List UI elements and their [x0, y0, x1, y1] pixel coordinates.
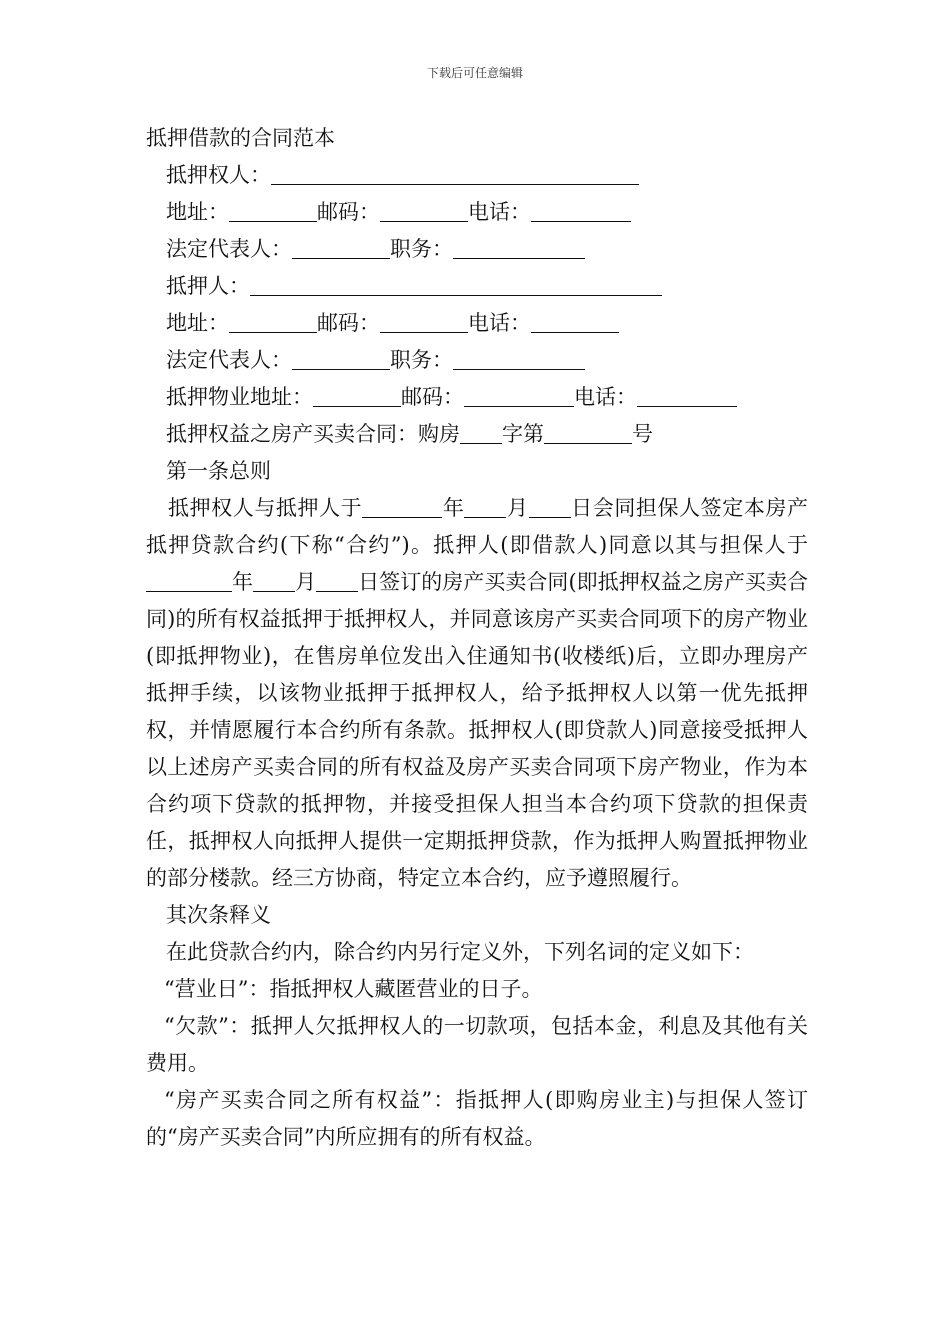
definition-contract-rights: “房产买卖合同之所有权益”：指抵押人(即购房业主)与担保人签订的“房产买卖合同”内所应拥有的所有权益。 — [146, 1088, 808, 1149]
mortgagor-rep-line — [146, 342, 808, 379]
date2-year-blank[interactable] — [146, 567, 232, 592]
legal-rep-blank[interactable] — [292, 234, 390, 259]
phone-blank[interactable] — [531, 308, 619, 333]
article1-heading: 第一条总则 — [166, 459, 271, 483]
postcode-label: 邮码： — [317, 200, 380, 224]
postcode-label: 邮码： — [317, 311, 380, 335]
month-label: 月 — [506, 496, 529, 520]
legal-rep-blank[interactable] — [292, 345, 390, 370]
property-address-line — [146, 379, 808, 416]
postcode-blank[interactable] — [464, 382, 574, 407]
mortgagee-address-line — [146, 194, 808, 231]
address-blank[interactable] — [229, 197, 317, 222]
phone-label: 电话： — [468, 200, 531, 224]
position-label: 职务： — [390, 237, 453, 261]
contract-word-label: 字第 — [502, 422, 544, 446]
mortgagee-label: 抵押权人： — [166, 163, 271, 187]
date1-year-blank[interactable] — [362, 493, 442, 518]
address-label: 地址： — [166, 311, 229, 335]
contract-prefix-blank[interactable] — [460, 419, 502, 444]
mortgagee-line — [146, 157, 808, 194]
article2-intro: 在此贷款合约内，除合约内另行定义外，下列名词的定义如下： — [166, 940, 754, 964]
phone-blank[interactable] — [531, 197, 631, 222]
year-label: 年 — [442, 496, 465, 520]
definition-debt: “欠款”：抵押人欠抵押权人的一切款项，包括本金，利息及其他有关费用。 — [146, 1014, 808, 1075]
phone-label: 电话： — [468, 311, 531, 335]
contract-label: 抵押权益之房产买卖合同：购房 — [166, 422, 460, 446]
article1-text-1: 抵押权人与抵押人于 — [168, 496, 363, 520]
postcode-blank[interactable] — [380, 197, 468, 222]
position-blank[interactable] — [453, 234, 585, 259]
mortgagor-address-line — [146, 305, 808, 342]
postcode-label: 邮码： — [401, 385, 464, 409]
mortgagee-rep-line — [146, 231, 808, 268]
mortgagee-blank[interactable] — [271, 160, 639, 185]
article1-text-3: 日签订的房产买卖合同(即抵押权益之房产买卖合同)的所有权益抵押于抵押权人，并同意该房产买卖合同项下的房产物业(即抵押物业)，在售房单位发出入住通知书(收楼纸)后，立即办理房产抵押手续，以该物业抵押于抵押权人，给予抵押权人以第一优先抵押权，并情愿履行本合约所有条款。抵押权人(即贷款人)同意接受抵押人以上述房产买卖合同的所有权益及房产买卖合同项下房产物业，作为本合约项下贷款的抵押物，并接受担保人担当本合约项下贷款的担保责任，抵押权人向抵押人提供一定期抵押贷款，作为抵押人购置抵押物业的部分楼款。经三方协商，特定立本合约，应予遵照履行。 — [146, 570, 808, 890]
mortgagor-label: 抵押人： — [166, 274, 250, 298]
month-label: 月 — [295, 570, 317, 594]
article1-text-2: 日会同担保人签定本房产抵押贷款合约(下称“合约”)。抵押人(即借款人)同意以其与担保人于 — [146, 496, 809, 557]
contract-number-blank[interactable] — [544, 419, 632, 444]
phone-blank[interactable] — [637, 382, 737, 407]
definition-business-day: “营业日”：指抵押权人藏匿营业的日子。 — [164, 977, 543, 1001]
year-label: 年 — [232, 570, 254, 594]
document-title: 抵押借款的合同范本 — [146, 126, 335, 150]
mortgagor-line — [146, 268, 808, 305]
article1-paragraph — [146, 490, 808, 897]
legal-rep-label: 法定代表人： — [166, 237, 292, 261]
phone-label: 电话： — [574, 385, 637, 409]
date2-month-blank[interactable] — [253, 567, 295, 592]
contract-no-label: 号 — [632, 422, 653, 446]
date2-day-blank[interactable] — [316, 567, 358, 592]
postcode-blank[interactable] — [380, 308, 468, 333]
position-label: 职务： — [390, 348, 453, 372]
position-blank[interactable] — [453, 345, 585, 370]
date1-day-blank[interactable] — [529, 493, 571, 518]
page-header: 下载后可任意编辑 — [426, 66, 523, 80]
property-address-label: 抵押物业地址： — [166, 385, 313, 409]
address-label: 地址： — [166, 200, 229, 224]
legal-rep-label: 法定代表人： — [166, 348, 292, 372]
article2-heading: 其次条释义 — [166, 903, 271, 927]
date1-month-blank[interactable] — [464, 493, 506, 518]
contract-line — [146, 416, 808, 453]
document-body — [146, 120, 808, 1156]
mortgagor-blank[interactable] — [250, 271, 662, 296]
property-address-blank[interactable] — [313, 382, 401, 407]
address-blank[interactable] — [229, 308, 317, 333]
